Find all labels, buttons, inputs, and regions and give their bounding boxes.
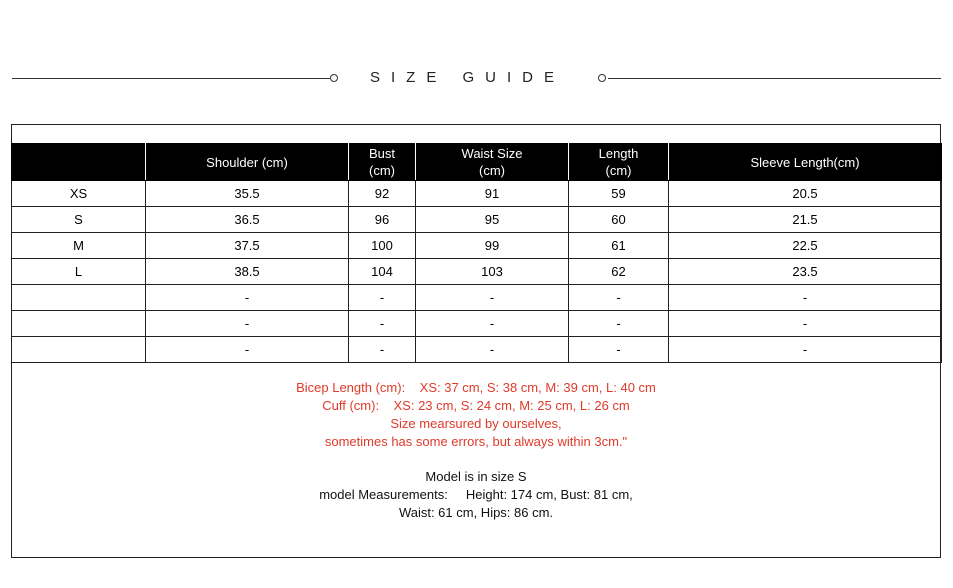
- cell-size: [12, 311, 146, 337]
- note-model-measurements: model Measurements: Height: 174 cm, Bust: 81 cm,: [319, 487, 633, 502]
- cell-bust: -: [349, 337, 416, 363]
- table-row: [12, 181, 942, 207]
- cell-shoulder: -: [146, 337, 349, 363]
- cell-bust: -: [349, 285, 416, 311]
- cell-bust: -: [349, 311, 416, 337]
- cell-shoulder: -: [146, 311, 349, 337]
- page-title: SIZE GUIDE: [369, 69, 565, 86]
- size-notes: [12, 379, 940, 522]
- note-model-size: Model is in size S: [425, 469, 527, 484]
- cell-size: M: [12, 233, 146, 259]
- cell-sleeve-length: -: [669, 337, 942, 363]
- cell-length: -: [569, 337, 669, 363]
- cell-shoulder: 37.5: [146, 233, 349, 259]
- note-model-waist-hips: Waist: 61 cm, Hips: 86 cm.: [398, 505, 554, 520]
- header-sleeve-length: Sleeve Length(cm): [669, 144, 942, 181]
- cell-shoulder: 36.5: [146, 207, 349, 233]
- cell-length: -: [569, 311, 669, 337]
- size-guide-title-row: [0, 68, 953, 90]
- cell-waist: -: [416, 311, 569, 337]
- cell-sleeve-length: -: [669, 285, 942, 311]
- cell-size: L: [12, 259, 146, 285]
- note-error-tolerance: sometimes has some errors, but always within 3cm.": [324, 434, 628, 449]
- cell-shoulder: -: [146, 285, 349, 311]
- cell-size: XS: [12, 181, 146, 207]
- table-row: [12, 285, 942, 311]
- table-row: [12, 259, 942, 285]
- table-row: [12, 207, 942, 233]
- cell-waist: 99: [416, 233, 569, 259]
- cell-sleeve-length: 20.5: [669, 181, 942, 207]
- table-header-row: [12, 144, 942, 181]
- cell-waist: 103: [416, 259, 569, 285]
- cell-size: [12, 285, 146, 311]
- note-cuff: Cuff (cm): XS: 23 cm, S: 24 cm, M: 25 cm, L: 26 cm: [322, 398, 630, 413]
- table-row: [12, 337, 942, 363]
- cell-length: 60: [569, 207, 669, 233]
- title-divider-left: [12, 78, 330, 79]
- cell-size: [12, 337, 146, 363]
- title-divider-right: [608, 78, 941, 79]
- cell-sleeve-length: 21.5: [669, 207, 942, 233]
- header-bust: Bust (cm): [349, 144, 416, 181]
- cell-waist: -: [416, 337, 569, 363]
- title-dot-right: [598, 74, 606, 82]
- table-row: [12, 233, 942, 259]
- cell-size: S: [12, 207, 146, 233]
- note-measurement-disclaimer: Size mearsured by ourselves,: [390, 416, 562, 431]
- cell-bust: 104: [349, 259, 416, 285]
- cell-length: 59: [569, 181, 669, 207]
- cell-bust: 96: [349, 207, 416, 233]
- cell-waist: -: [416, 285, 569, 311]
- cell-length: -: [569, 285, 669, 311]
- size-table: [11, 143, 942, 363]
- cell-sleeve-length: 23.5: [669, 259, 942, 285]
- header-shoulder: Shoulder (cm): [146, 144, 349, 181]
- cell-sleeve-length: 22.5: [669, 233, 942, 259]
- cell-length: 62: [569, 259, 669, 285]
- table-row: [12, 311, 942, 337]
- header-waist: Waist Size (cm): [416, 144, 569, 181]
- note-bicep-length: Bicep Length (cm): XS: 37 cm, S: 38 cm, M: 39 cm, L: 40 cm: [296, 380, 656, 395]
- cell-waist: 95: [416, 207, 569, 233]
- header-size: [12, 144, 146, 181]
- cell-shoulder: 35.5: [146, 181, 349, 207]
- cell-bust: 92: [349, 181, 416, 207]
- header-length: Length (cm): [569, 144, 669, 181]
- cell-waist: 91: [416, 181, 569, 207]
- cell-shoulder: 38.5: [146, 259, 349, 285]
- title-dot-left: [330, 74, 338, 82]
- cell-bust: 100: [349, 233, 416, 259]
- cell-length: 61: [569, 233, 669, 259]
- cell-sleeve-length: -: [669, 311, 942, 337]
